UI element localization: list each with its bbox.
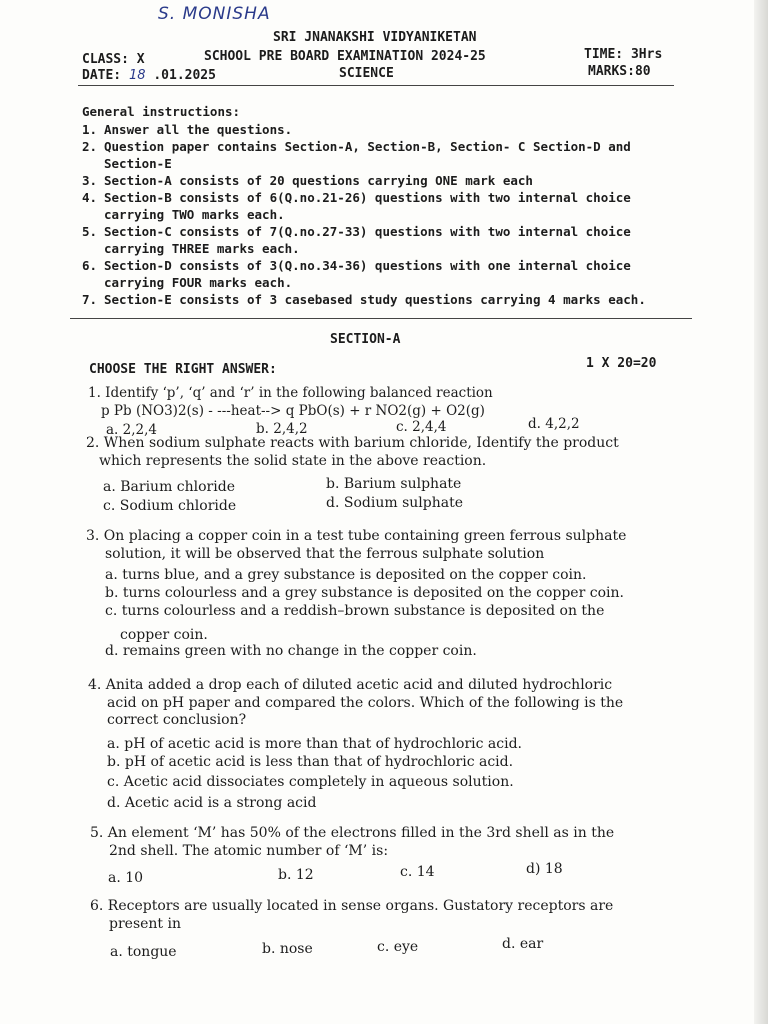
- question-4-option-a: a. pH of acetic acid is more than that of hydrochloric acid.: [107, 736, 523, 752]
- subject-name: SCIENCE: [339, 66, 394, 81]
- question-4: 4. Anita added a drop each of diluted acetic acid and diluted hydrochloric acid on pH paper and compared the colors. Which of the following is the correct conclusion?: [88, 677, 624, 728]
- school-name: SRI JNANAKSHI VIDYANIKETAN: [273, 30, 477, 45]
- scan-edge-shadow: [754, 0, 768, 1024]
- instructions-title: General instructions:: [82, 104, 241, 119]
- question-2-option-d: d. Sodium sulphate: [326, 495, 463, 511]
- question-4-option-b: b. pH of acetic acid is less than that of hydrochloric acid.: [107, 754, 514, 770]
- question-1-option-c: c. 2,4,4: [396, 419, 447, 435]
- question-1: 1. Identify ‘p’, ‘q’ and ‘r’ in the following balanced reaction p Pb (NO3)2(s) - ---heat--> q PbO(s) + r NO2(g) + O2(g): [88, 385, 493, 419]
- question-6-option-c: c. eye: [377, 939, 419, 955]
- question-3-option-a: a. turns blue, and a grey substance is deposited on the copper coin.: [105, 567, 587, 583]
- handwritten-student-name: S. MONISHA: [158, 4, 271, 24]
- question-3: 3. On placing a copper coin in a test tube containing green ferrous sulphate solution, it will be observed that the ferrous sulphate solution: [86, 528, 627, 562]
- instructions-divider: [70, 318, 692, 319]
- section-a-subtitle: CHOOSE THE RIGHT ANSWER:: [89, 362, 277, 377]
- question-2-option-b: b. Barium sulphate: [326, 476, 462, 492]
- question-6-option-d: d. ear: [502, 936, 544, 952]
- general-instructions: [82, 103, 682, 308]
- question-5-option-a: a. 10: [108, 870, 144, 886]
- section-a-title: SECTION-A: [330, 332, 401, 347]
- section-a-marks: 1 X 20=20: [586, 356, 657, 371]
- question-6-option-b: b. nose: [262, 941, 313, 957]
- question-5-option-b: b. 12: [278, 867, 314, 883]
- question-3-option-b: b. turns colourless and a grey substance is deposited on the copper coin.: [105, 585, 624, 601]
- handwritten-date-day: 18: [128, 68, 146, 83]
- instruction-item: 7. Section-E consists of 3 casebased study questions carrying 4 marks each.: [82, 292, 646, 307]
- instruction-item: 5. Section-C consists of 7(Q.no.27-33) questions with two internal choice carrying THREE marks each.: [82, 224, 631, 256]
- question-6-option-a: a. tongue: [110, 944, 177, 960]
- question-1-option-b: b. 2,4,2: [256, 421, 308, 437]
- instructions-list: [82, 121, 682, 308]
- exam-date: DATE: 18 .01.2025: [82, 68, 216, 83]
- instruction-item: 3. Section-A consists of 20 questions carrying ONE mark each: [82, 173, 533, 188]
- question-3-option-d: d. remains green with no change in the copper coin.: [105, 643, 477, 659]
- question-4-option-d: d. Acetic acid is a strong acid: [107, 795, 317, 811]
- question-4-option-c: c. Acetic acid dissociates completely in aqueous solution.: [107, 774, 514, 790]
- class-label: CLASS: X: [82, 52, 145, 67]
- header-divider: [78, 85, 674, 86]
- instruction-item: 2. Question paper contains Section-A, Section-B, Section- C Section-D and Section-E: [82, 139, 631, 171]
- question-1-option-d: d. 4,2,2: [528, 416, 580, 432]
- exam-title: SCHOOL PRE BOARD EXAMINATION 2024-25: [204, 49, 486, 64]
- instruction-item: 4. Section-B consists of 6(Q.no.21-26) questions with two internal choice carrying TWO marks each.: [82, 190, 631, 222]
- question-3-option-c: c. turns colourless and a reddish–brown substance is deposited on the: [105, 603, 605, 619]
- question-6: 6. Receptors are usually located in sense organs. Gustatory receptors are present in: [90, 898, 614, 932]
- question-5-option-c: c. 14: [400, 864, 435, 880]
- total-marks: MARKS:80: [588, 64, 651, 79]
- question-2-option-c: c. Sodium chloride: [103, 498, 237, 514]
- instruction-item: 6. Section-D consists of 3(Q.no.34-36) questions with one internal choice carrying FOUR marks each.: [82, 258, 631, 290]
- question-5: 5. An element ‘M’ has 50% of the electrons filled in the 3rd shell as in the 2nd shell. The atomic number of ‘M’ is:: [90, 825, 615, 859]
- question-1-option-a: a. 2,2,4: [106, 422, 157, 438]
- question-2: 2. When sodium sulphate reacts with barium chloride, Identify the product which represents the solid state in the above reaction.: [86, 435, 619, 469]
- question-5-option-d: d) 18: [526, 861, 563, 877]
- instruction-item: 1. Answer all the questions.: [82, 122, 293, 137]
- question-3-option-c-continued: copper coin.: [120, 627, 208, 643]
- question-2-option-a: a. Barium chloride: [103, 479, 235, 495]
- exam-time: TIME: 3Hrs: [584, 47, 663, 62]
